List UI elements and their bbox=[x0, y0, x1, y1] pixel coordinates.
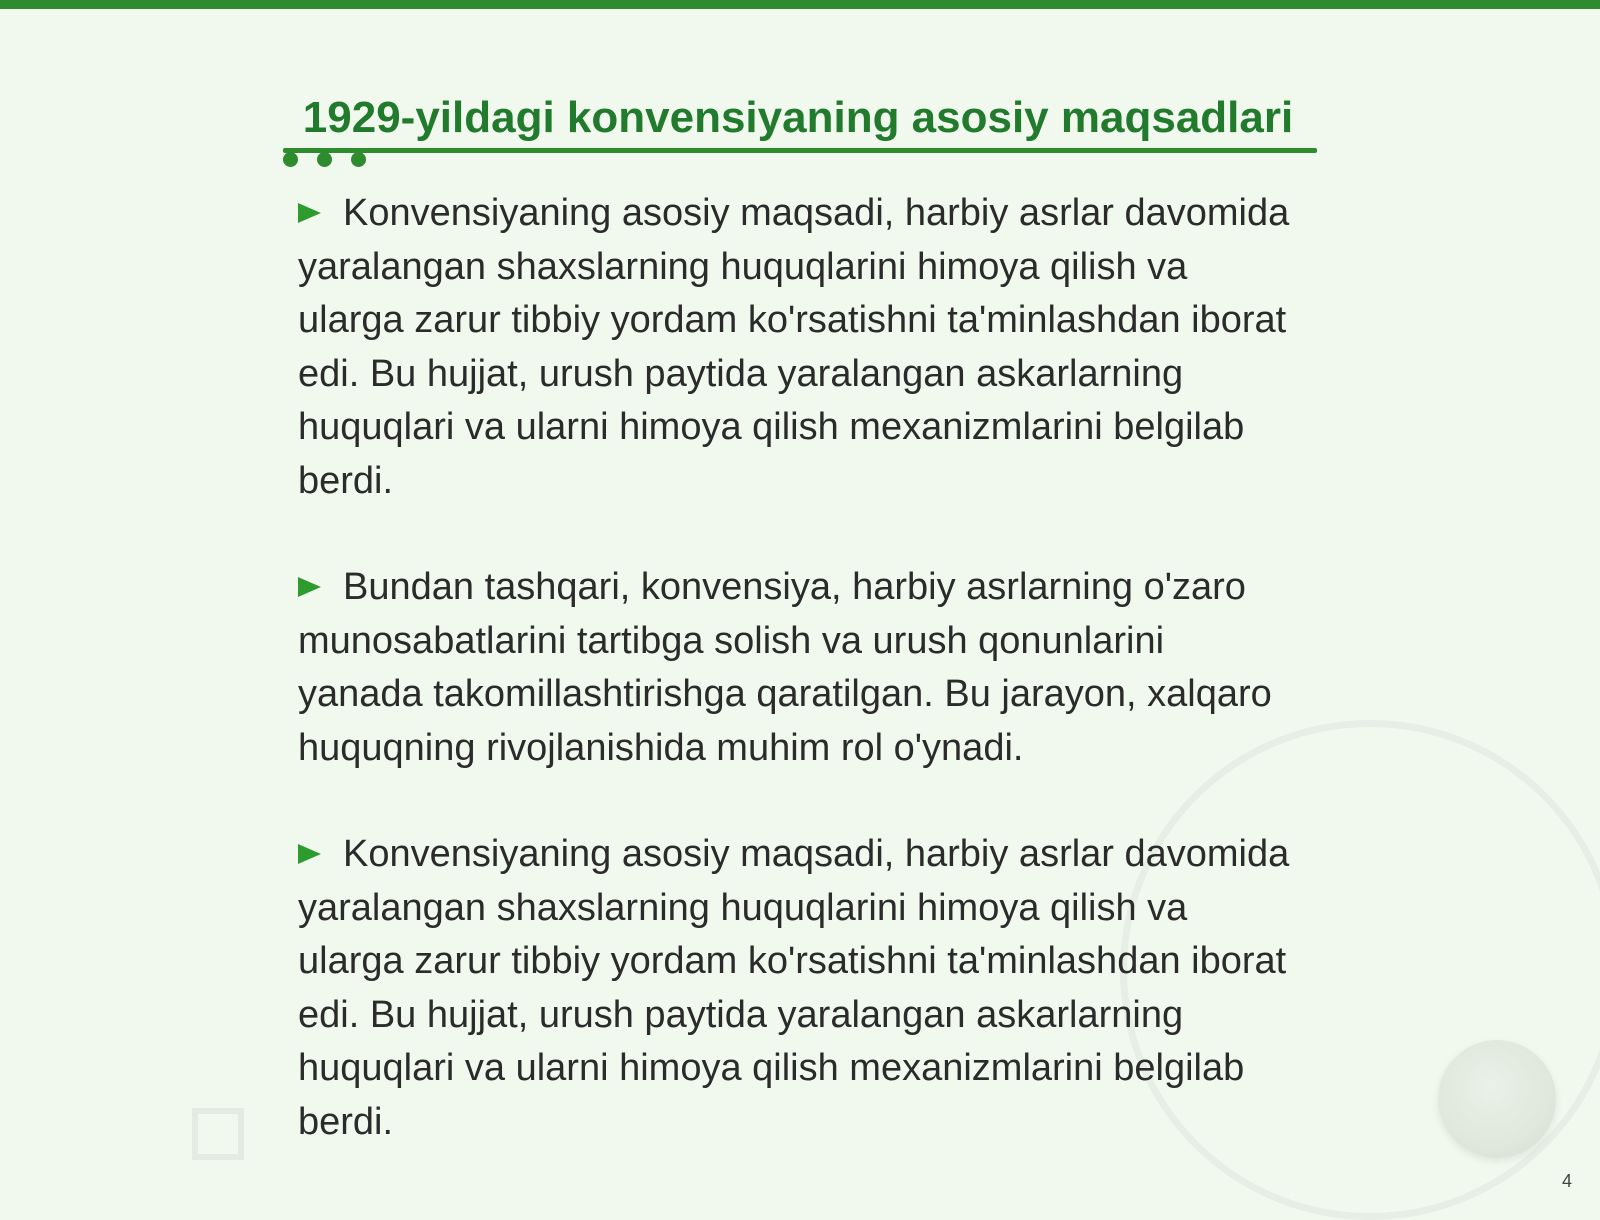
bullet-text: Konvensiyaning asosiy maqsadi, harbiy asrlar davomida yaralangan shaxslarning huquqlarini himoya qilish va ularga zarur tibbiy yordam ko'rsatishni ta'minlashdan iborat edi. Bu hujjat, urush paytida yaralangan askarlarning huquqlari va ularni himoya qilish mexanizmlarini belgilab berdi. bbox=[298, 833, 1290, 1143]
triangle-bullet-icon bbox=[298, 844, 321, 864]
decorative-square bbox=[192, 1108, 244, 1160]
bullet-list bbox=[298, 187, 1298, 1202]
triangle-bullet-icon bbox=[298, 203, 321, 223]
page-number: 4 bbox=[1561, 1171, 1572, 1191]
bullet-item bbox=[298, 561, 1298, 775]
bullet-text: Bundan tashqari, konvensiya, harbiy asrlarning o'zaro munosabatlarini tartibga solish va urush qonunlarini yanada takomillashtirishga qaratilgan. Bu jarayon, xalqaro huquqning rivojlanishida muhim rol o'ynadi. bbox=[298, 566, 1272, 769]
slide-title: 1929-yildagi konvensiyaning asosiy maqsadlari bbox=[302, 93, 1294, 142]
bullet-item bbox=[298, 828, 1298, 1149]
triangle-bullet-icon bbox=[298, 577, 321, 597]
decorative-circle bbox=[1438, 1040, 1556, 1158]
bullet-text: Konvensiyaning asosiy maqsadi, harbiy asrlar davomida yaralangan shaxslarning huquqlarini himoya qilish va ularga zarur tibbiy yordam ko'rsatishni ta'minlashdan iborat edi. Bu hujjat, urush paytida yaralangan askarlarning huquqlari va ularni himoya qilish mexanizmlarini belgilab berdi. bbox=[298, 192, 1290, 502]
bullet-item bbox=[298, 187, 1298, 508]
top-accent-bar bbox=[0, 0, 1600, 9]
